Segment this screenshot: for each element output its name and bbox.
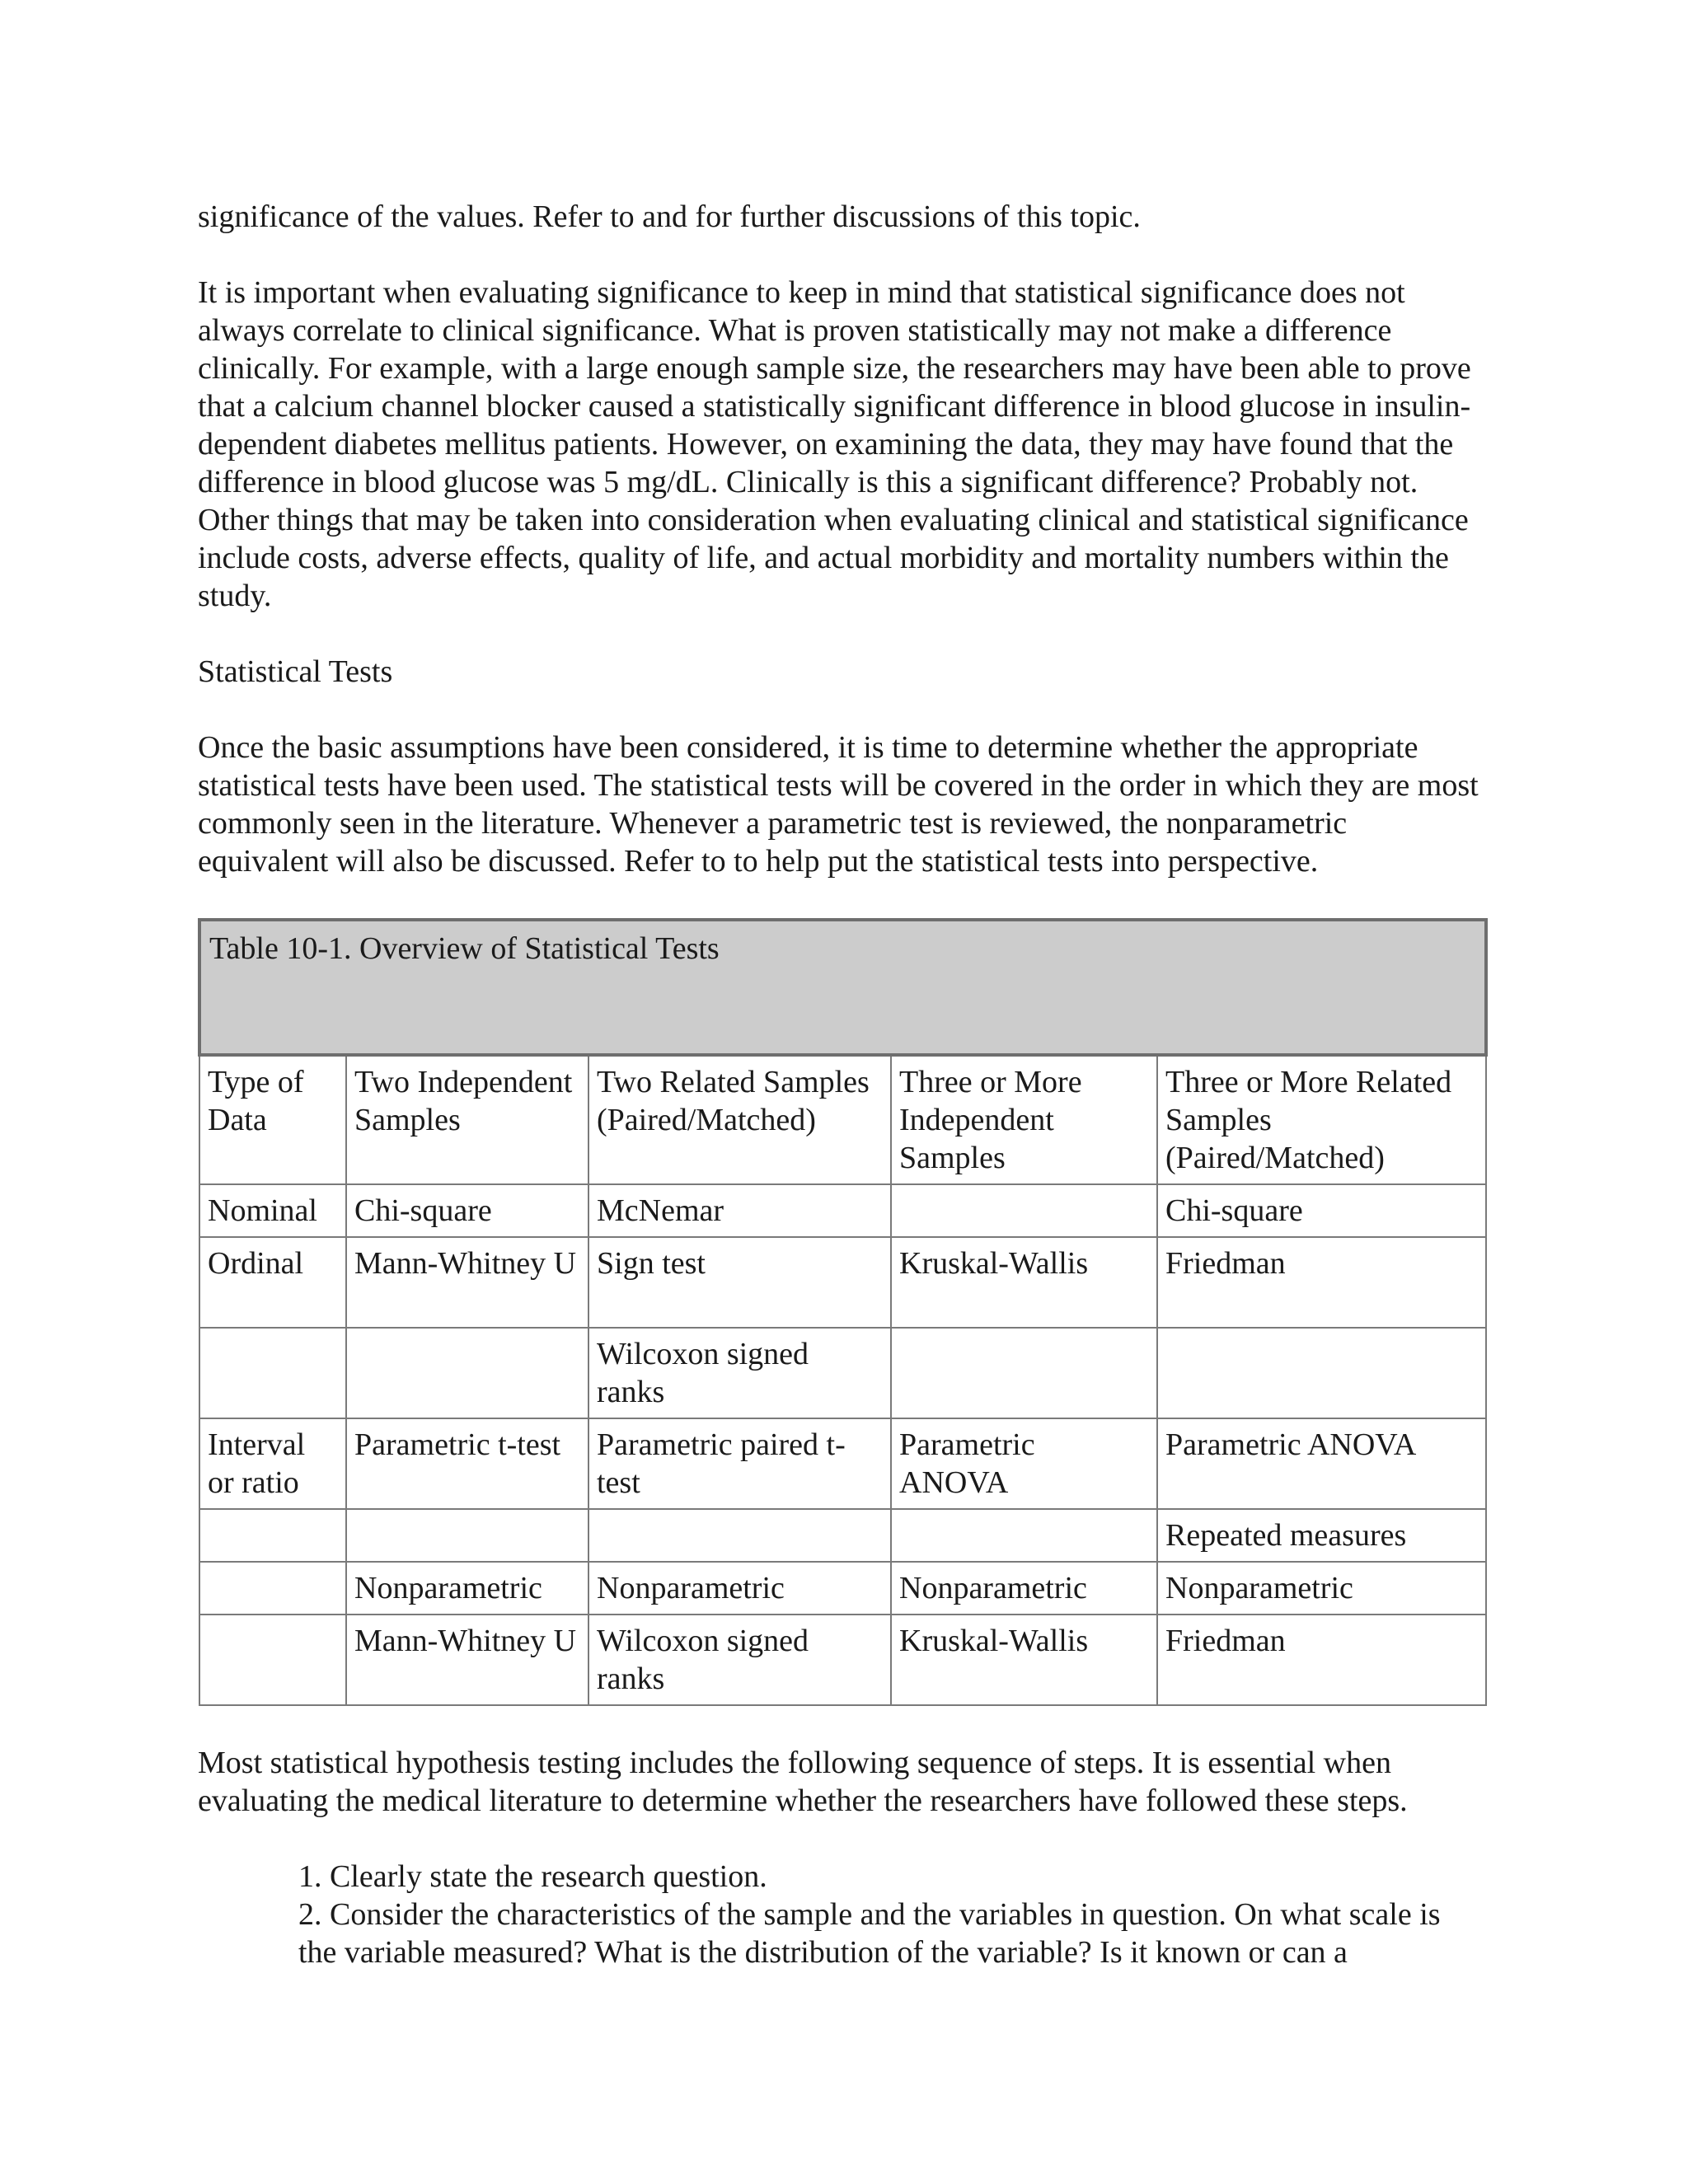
table-cell (199, 1615, 346, 1705)
table-cell: Nonparametric (588, 1562, 891, 1615)
table-header-cell: Two Independent Samples (346, 1055, 588, 1184)
table-cell: Wilcoxon signed ranks (588, 1328, 891, 1418)
table-cell: Friedman (1157, 1615, 1486, 1705)
overview-statistical-tests-table (198, 918, 1488, 1706)
table-row (199, 1237, 1486, 1328)
list-item: 1. Clearly state the research question. (298, 1859, 767, 1894)
table-cell (199, 1509, 346, 1562)
table-cell: Wilcoxon signed ranks (588, 1615, 891, 1705)
table-cell: Ordinal (199, 1237, 346, 1328)
document-page (198, 198, 1484, 1971)
table-cell (891, 1328, 1157, 1418)
table-cell (891, 1509, 1157, 1562)
table-cell: Repeated measures (1157, 1509, 1486, 1562)
table-cell: Chi-square (1157, 1184, 1486, 1237)
table-cell: Kruskal-Wallis (891, 1237, 1157, 1328)
table-cell: Interval or ratio (199, 1418, 346, 1509)
table-header-cell: Two Related Samples (Paired/Matched) (588, 1055, 891, 1184)
table-cell: Nonparametric (346, 1562, 588, 1615)
table-caption-row (199, 920, 1486, 1055)
table-cell: Parametric paired t-test (588, 1418, 891, 1509)
table-row (199, 1418, 1486, 1509)
table-cell: Sign test (588, 1237, 891, 1328)
table-cell (891, 1184, 1157, 1237)
table-header-cell: Type of Data (199, 1055, 346, 1184)
table-row (199, 1562, 1486, 1615)
table-row (199, 1328, 1486, 1418)
hypothesis-steps-list (198, 1858, 1484, 1971)
table-cell (346, 1509, 588, 1562)
table-cell: McNemar (588, 1184, 891, 1237)
paragraph-clinical-significance: It is important when evaluating significance to keep in mind that statistical significance does not always correlate to clinical significance. What is proven statistically may not make a difference clinically. For example, with a large enough sample size, the researchers may have been able to prove that a calcium channel blocker caused a statistically significant difference in blood glucose in insulin-dependent diabetes mellitus patients. However, on examining the data, they may have found that the difference in blood glucose was 5 mg/dL. Clinically is this a significant difference? Probably not. Other things that may be taken into consideration when evaluating clinical and statistical significance include costs, adverse effects, quality of life, and actual morbidity and mortality numbers within the study. (198, 275, 1471, 613)
table-row (199, 1184, 1486, 1237)
table-cell (1157, 1328, 1486, 1418)
table-row (199, 1615, 1486, 1705)
table-caption: Table 10-1. Overview of Statistical Tests (199, 920, 1486, 1055)
table-cell (346, 1328, 588, 1418)
table-header-row (199, 1055, 1486, 1184)
table-cell: Nonparametric (891, 1562, 1157, 1615)
table-cell: Friedman (1157, 1237, 1486, 1328)
table-cell: Mann-Whitney U (346, 1615, 588, 1705)
list-item: 2. Consider the characteristics of the sample and the variables in question. On what scale is the variable measured? What is the distribution of the variable? Is it known or can a (298, 1897, 1441, 1970)
table-cell (199, 1328, 346, 1418)
table-header-cell: Three or More Independent Samples (891, 1055, 1157, 1184)
paragraph-statistical-tests-intro: Once the basic assumptions have been considered, it is time to determine whether the appropriate statistical tests have been used. The statistical tests will be covered in the order in which they are most commonly seen in the literature. Whenever a parametric test is reviewed, the nonparametric equivalent will also be discussed. Refer to to help put the statistical tests into perspective. (198, 730, 1479, 879)
table-cell: Parametric ANOVA (891, 1418, 1157, 1509)
section-heading-statistical-tests: Statistical Tests (198, 654, 393, 689)
table-header-cell: Three or More Related Samples (Paired/Matched) (1157, 1055, 1486, 1184)
table-cell: Kruskal-Wallis (891, 1615, 1157, 1705)
table-cell: Nominal (199, 1184, 346, 1237)
table-cell: Nonparametric (1157, 1562, 1486, 1615)
table-cell: Chi-square (346, 1184, 588, 1237)
table-cell (199, 1562, 346, 1615)
paragraph-significance-intro: significance of the values. Refer to and for further discussions of this topic. (198, 199, 1141, 234)
table-cell: Mann-Whitney U (346, 1237, 588, 1328)
table-cell: Parametric t-test (346, 1418, 588, 1509)
table-cell (588, 1509, 891, 1562)
paragraph-hypothesis-steps-intro: Most statistical hypothesis testing includes the following sequence of steps. It is essential when evaluating the medical literature to determine whether the researchers have followed these steps. (198, 1746, 1408, 1818)
table-row (199, 1509, 1486, 1562)
table-cell: Parametric ANOVA (1157, 1418, 1486, 1509)
